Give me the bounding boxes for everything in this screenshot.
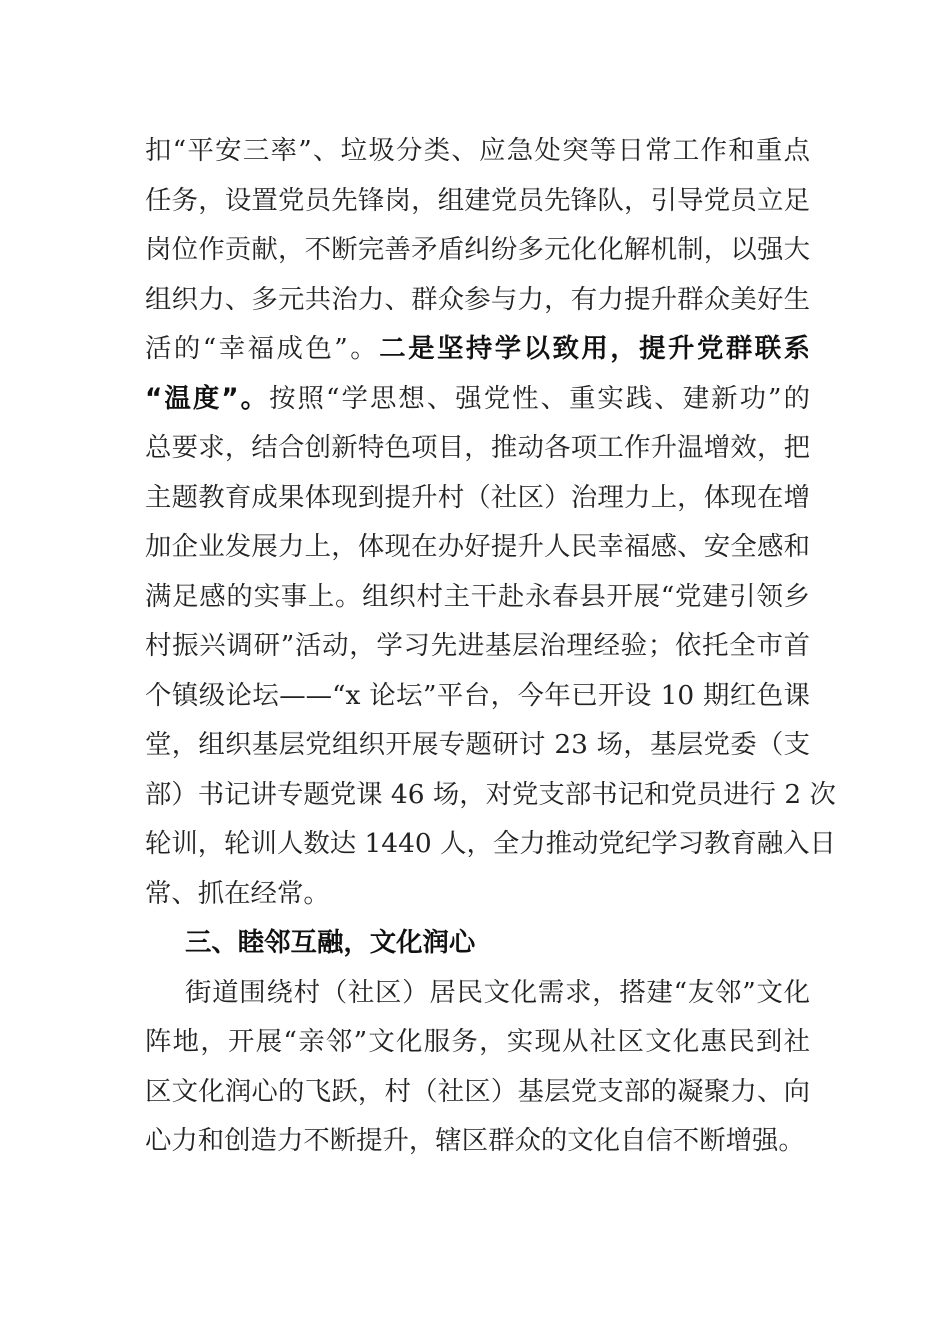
paragraph-line: 任务，设置党员先锋岗，组建党员先锋队，引导党员立足 [145,184,810,216]
paragraph-line: 阵地，开展“亲邻”文化服务，实现从社区文化惠民到社 [145,1026,810,1057]
paragraph-line: 总要求，结合创新特色项目，推动各项工作升温增效，把 [145,432,810,463]
paragraph-line: 部）书记讲专题党课 46 场，对党支部书记和党员进行 2 次 [145,778,836,810]
paragraph-line: 组织力、多元共治力、群众参与力，有力提升群众美好生 [145,283,810,315]
paragraph-line: 区文化润心的飞跃，村（社区）基层党支部的凝聚力、向 [145,1075,810,1107]
paragraph-line: 加企业发展力上，体现在办好提升人民幸福感、安全感和 [145,531,810,562]
paragraph-line: 个镇级论坛——“x 论坛”平台，今年已开设 10 期红色课 [145,679,810,711]
subheading-emphasis: “温度”。 [145,382,270,414]
subheading-emphasis: 二是坚持学以致用，提升党群联系 [379,333,810,364]
paragraph-line: 扣“平安三率”、垃圾分类、应急处突等日常工作和重点 [145,135,810,166]
paragraph-line: 主题教育成果体现到提升村（社区）治理力上，体现在增 [145,481,810,513]
paragraph-text: 按照“学思想、强党性、重实践、建新功”的 [269,382,810,414]
paragraph-line: 常、抓在经常。 [145,877,330,909]
paragraph-line: 村振兴调研”活动，学习先进基层治理经验；依托全市首 [145,630,810,661]
paragraph-text: 活的“幸福成色”。 [145,333,380,364]
paragraph-line: 轮训，轮训人数达 1440 人，全力推动党纪学习教育融入日 [145,828,836,859]
section-heading: 三、睦邻互融，文化润心 [185,927,476,958]
paragraph-line: 满足感的实事上。组织村主干赴永春县开展“党建引领乡 [145,580,810,612]
paragraph-line: 街道围绕村（社区）居民文化需求，搭建“友邻”文化 [185,976,810,1008]
paragraph-line-mixed [145,374,810,424]
paragraph-line-mixed [145,324,810,374]
paragraph-line: 堂，组织基层党组织开展专题研讨 23 场，基层党委（支 [145,729,810,760]
paragraph-line: 岗位作贡献，不断完善矛盾纠纷多元化化解机制，以强大 [145,234,810,265]
paragraph-line: 心力和创造力不断提升，辖区群众的文化自信不断增强。 [145,1125,805,1156]
document-body [145,126,836,1166]
